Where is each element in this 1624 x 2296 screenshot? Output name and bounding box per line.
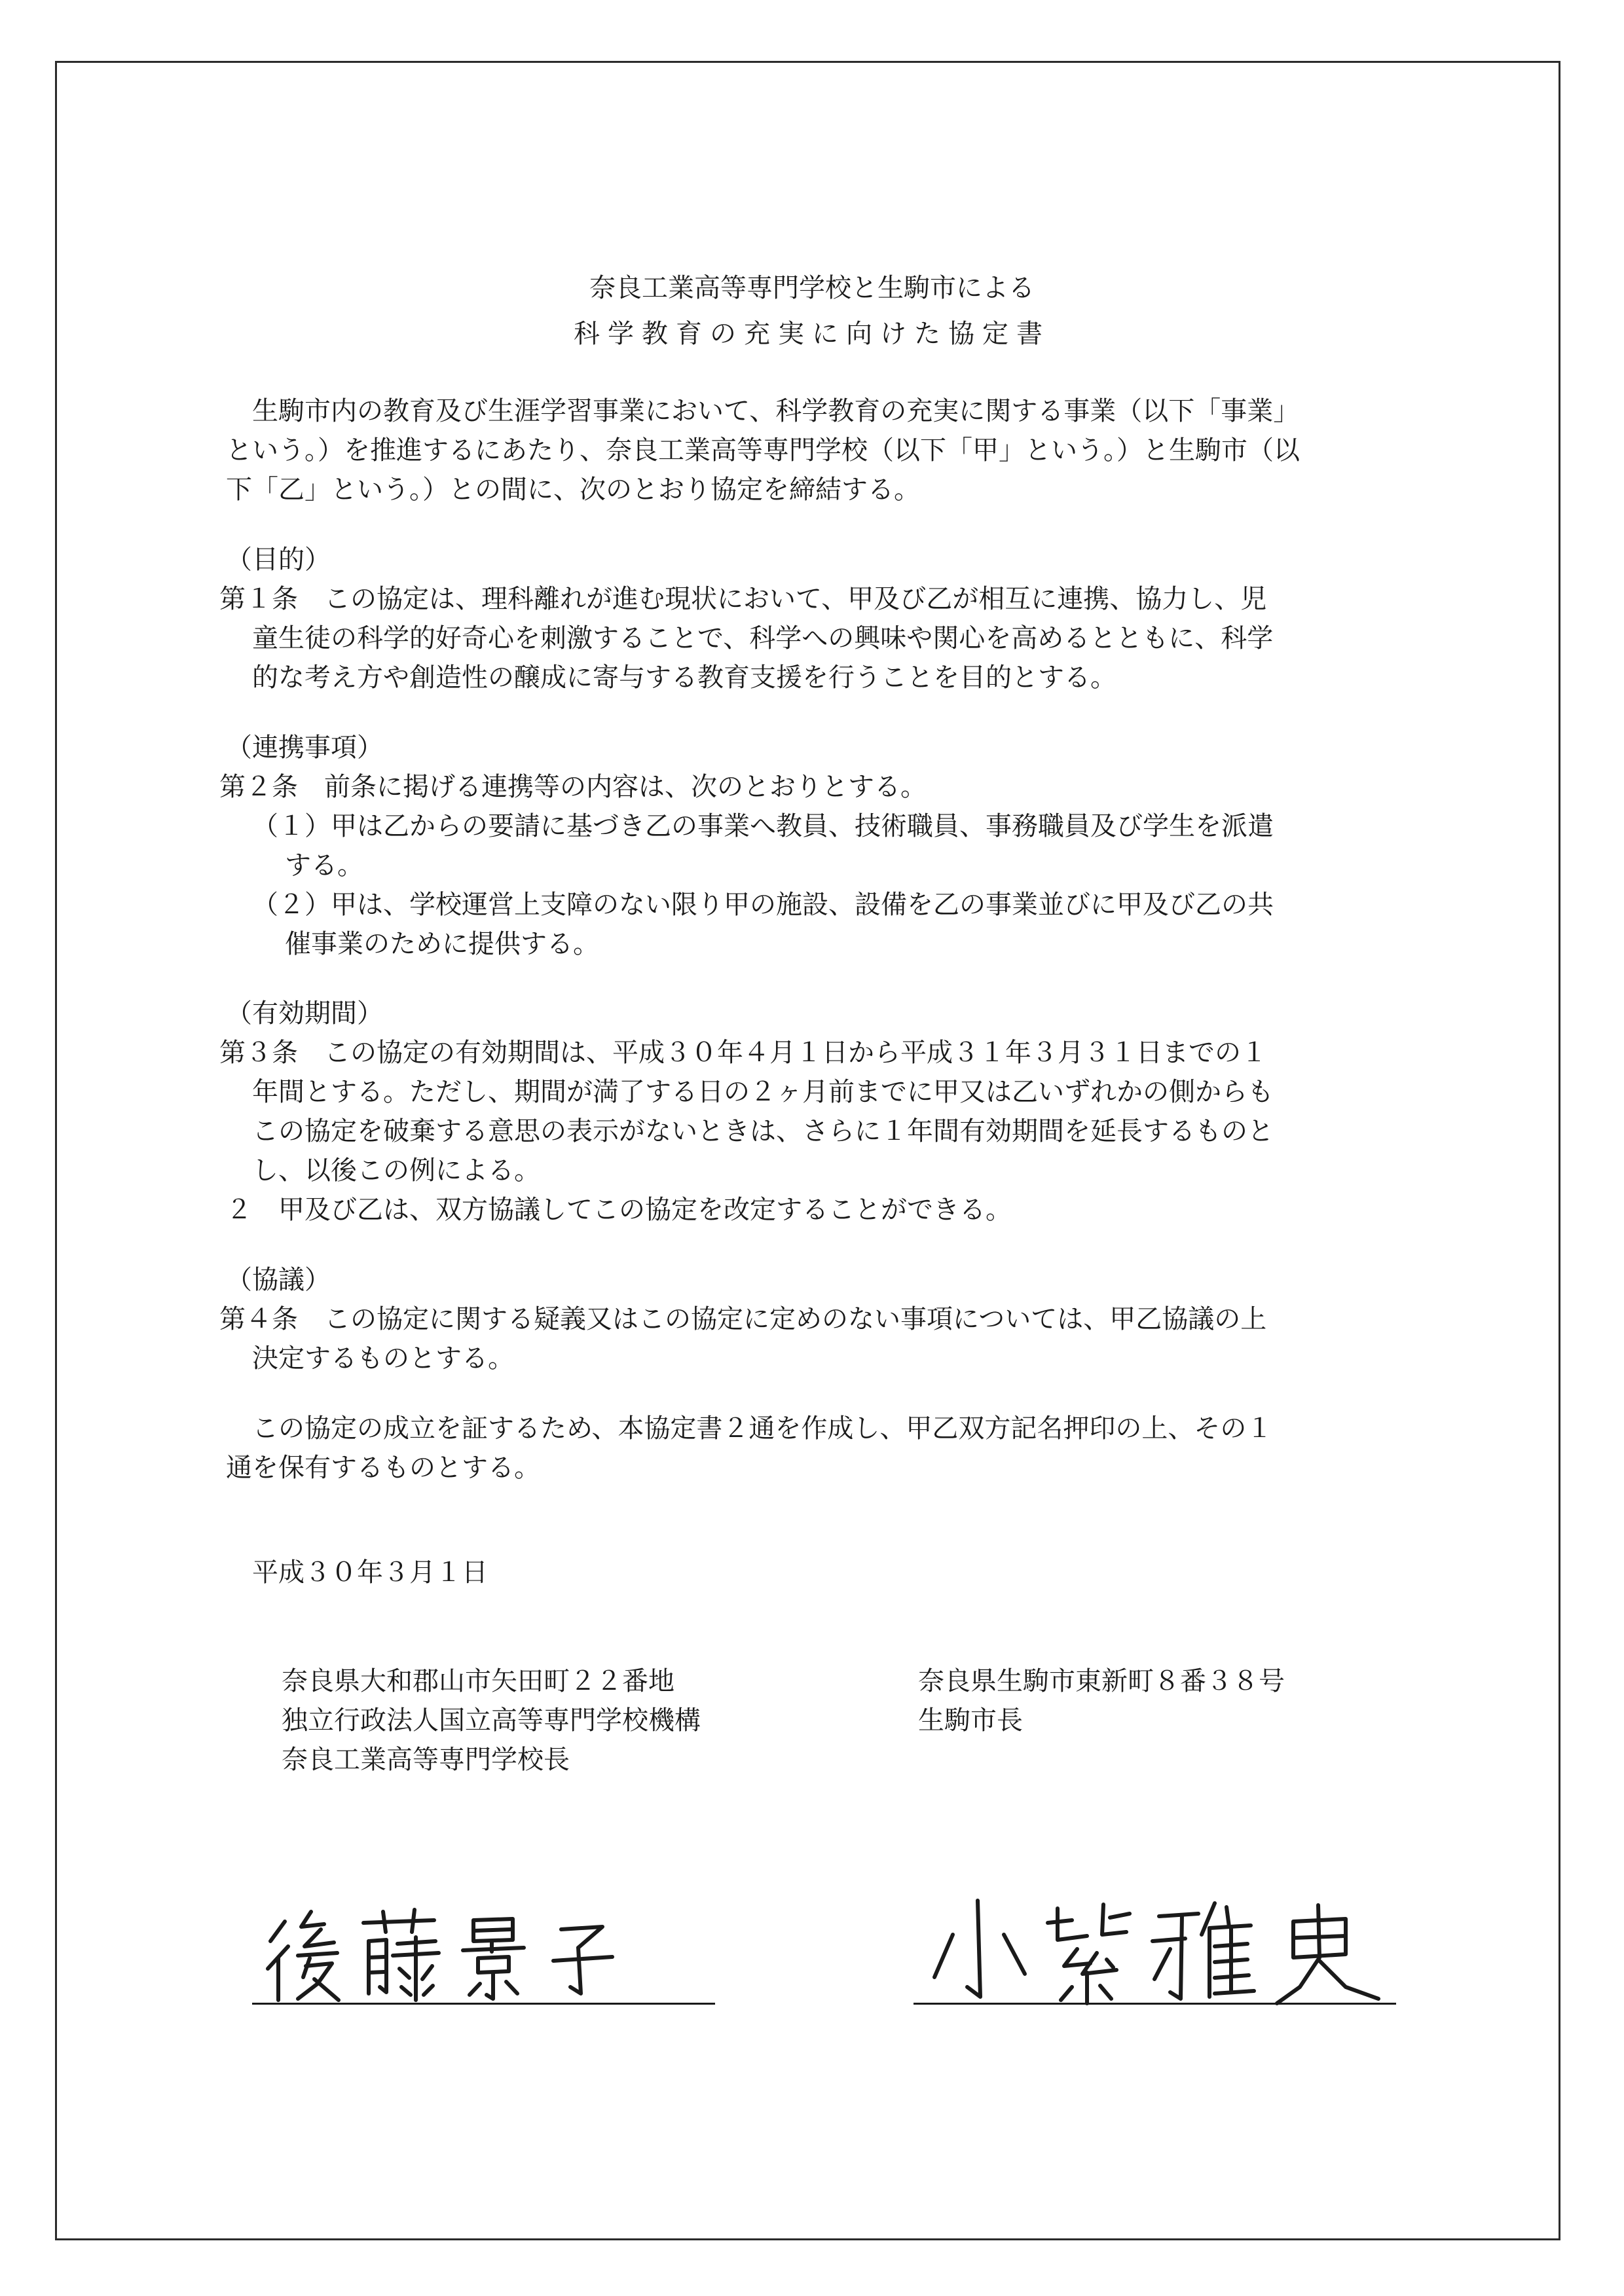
article2-heading: （連携事項） [226, 733, 383, 763]
document-title-line2: 科学教育の充実に向けた協定書 [574, 319, 1050, 349]
article2-item: （１）甲は乙からの要請に基づき乙の事業へ教員、技術職員、事務職員及び学生を派遣 [252, 811, 1274, 841]
signature-b-line [913, 2003, 1396, 2005]
article2-line: 第２条 前条に掲げる連携等の内容は、次のとおりとする。 [219, 772, 927, 802]
closing-line: 通を保有するものとする。 [226, 1453, 540, 1483]
article3-para2: ２ 甲及び乙は、双方協議してこの協定を改定することができる。 [226, 1195, 1012, 1225]
party-b-address: 奈良県生駒市東新町８番３８号 [918, 1666, 1285, 1696]
article1-line: 的な考え方や創造性の醸成に寄与する教育支援を行うことを目的とする。 [252, 663, 1116, 693]
article3-line: 第３条 この協定の有効期間は、平成３０年４月１日から平成３１年３月３１日までの１ [219, 1038, 1267, 1068]
article3-line: 年間とする。ただし、期間が満了する日の２ヶ月前までに甲又は乙いずれかの側からも [252, 1077, 1274, 1107]
signature-b [927, 1889, 1398, 2013]
article1-line: 第１条 この協定は、理科離れが進む現状において、甲及び乙が相互に連携、協力し、児 [219, 584, 1267, 614]
article1-heading: （目的） [226, 545, 331, 575]
article3-line: この協定を破棄する意思の表示がないときは、さらに１年間有効期間を延長するものと [252, 1116, 1274, 1146]
party-a-address: 奈良県大和郡山市矢田町２２番地 [282, 1666, 674, 1696]
party-a-org: 独立行政法人国立高等専門学校機構 [282, 1705, 701, 1736]
article1-line: 童生徒の科学的好奇心を刺激することで、科学への興味や関心を高めるとともに、科学 [252, 623, 1274, 653]
article2-item-cont: する。 [285, 850, 363, 881]
party-a-title: 奈良工業高等専門学校長 [282, 1745, 570, 1775]
article4-line: 第４条 この協定に関する疑義又はこの協定に定めのない事項については、甲乙協議の上 [219, 1304, 1267, 1334]
article3-heading: （有効期間） [226, 998, 383, 1029]
article4-line: 決定するものとする。 [252, 1343, 514, 1374]
article2-item: （２）甲は、学校運営上支障のない限り甲の施設、設備を乙の事業並びに甲及び乙の共 [252, 890, 1274, 920]
preamble-line: 下「乙」という。）との間に、次のとおり協定を締結する。 [226, 475, 920, 505]
date: 平成３０年３月１日 [252, 1558, 488, 1588]
article2-item-cont: 催事業のために提供する。 [285, 929, 599, 959]
document-title-line1: 奈良工業高等専門学校と生駒市による [589, 273, 1035, 303]
preamble-line: 生駒市内の教育及び生涯学習事業において、科学教育の充実に関する事業（以下「事業」 [252, 396, 1300, 426]
article4-heading: （協議） [226, 1265, 331, 1295]
article3-line: し、以後この例による。 [252, 1156, 540, 1186]
preamble-line: という。）を推進するにあたり、奈良工業高等専門学校（以下「甲」という。）と生駒市（以 [226, 435, 1300, 465]
party-b-title: 生駒市長 [918, 1705, 1023, 1736]
signature-a-line [252, 2003, 715, 2005]
closing-line: この協定の成立を証するため、本協定書２通を作成し、甲乙双方記名押印の上、その１ [252, 1413, 1273, 1444]
signature-a [259, 1895, 665, 2007]
